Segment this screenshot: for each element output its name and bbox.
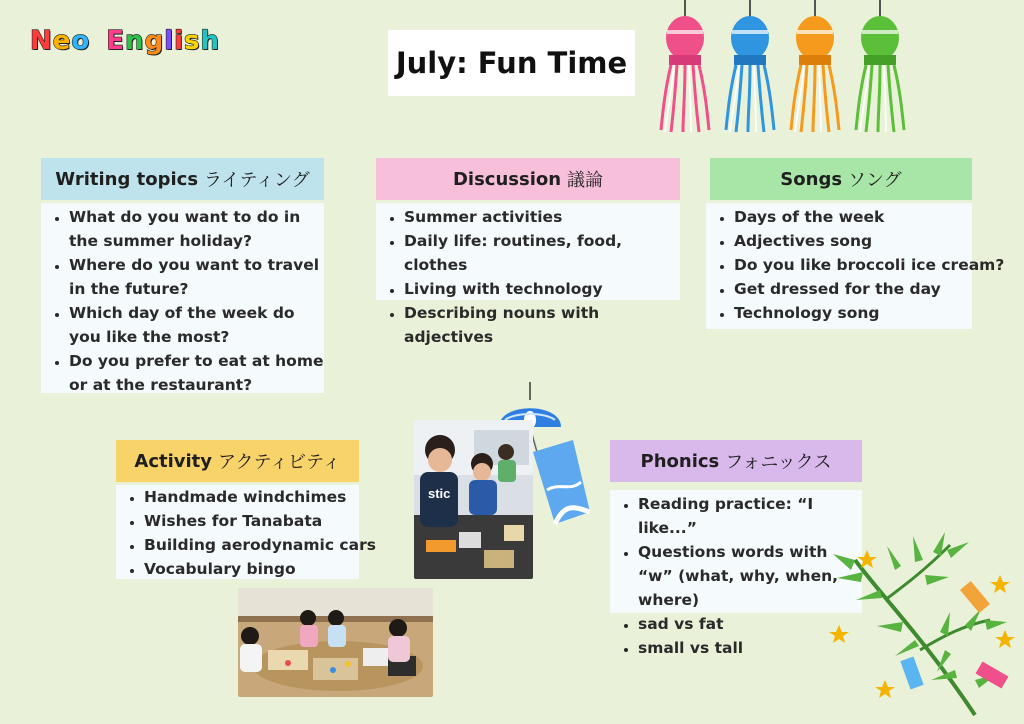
list-item: • Daily life: routines, food, clothes [404, 229, 680, 277]
phonics-title: Phonics [640, 450, 720, 472]
list-item: • Which day of the week do you like the most? [69, 301, 324, 349]
list-item: • Adjectives song [734, 229, 972, 253]
page-title: July: Fun Time [388, 30, 635, 96]
logo-letter: g [144, 26, 165, 56]
logo-letter: n [125, 26, 145, 56]
list-item: • Building aerodynamic cars [144, 533, 359, 557]
list-item: • Questions words with “w” (what, why, when, where) [638, 540, 862, 612]
discussion-list [376, 203, 680, 346]
list-item: • Describing nouns with adjectives [404, 301, 680, 349]
songs-list [706, 203, 1005, 329]
list-item: • Living with technology [404, 277, 680, 301]
logo-letter: N [30, 26, 53, 56]
list-item: • Wishes for Tanabata [144, 509, 359, 533]
logo-letter: l [164, 26, 175, 56]
writing-topics-title-jp: ライティング [204, 170, 310, 191]
tanabata-bamboo-icon [825, 530, 1020, 720]
activity-header [116, 440, 359, 482]
logo-letter: o [71, 26, 91, 56]
logo-letter: s [184, 26, 201, 56]
list-item: • Days of the week [734, 205, 972, 229]
list-item: • sad vs fat [638, 612, 862, 636]
discussion-title-jp: 議論 [567, 170, 604, 191]
songs-title-jp: ソング [848, 170, 902, 191]
phonics-header [610, 440, 862, 482]
list-item: • Do you like broccoli ice cream? [734, 253, 972, 277]
neo-english-logo [30, 26, 220, 56]
list-item: • What do you want to do in the summer holiday? [69, 205, 324, 253]
list-item: • Summer activities [404, 205, 680, 229]
lantern-orange-icon [791, 0, 839, 132]
songs-header [710, 158, 972, 200]
list-item: • Get dressed for the day [734, 277, 972, 301]
lantern-blue-icon [726, 0, 774, 132]
writing-topics-header [41, 158, 324, 200]
activity-title: Activity [134, 450, 213, 472]
list-item: • Where do you want to travel in the future? [69, 253, 324, 301]
classroom-photo-2 [238, 588, 433, 697]
logo-letter: h [200, 26, 221, 56]
list-item: • Reading practice: “I like...” [638, 492, 862, 540]
discussion-header [376, 158, 680, 200]
list-item: • Do you prefer to eat at home or at the restaurant? [69, 349, 324, 397]
activity-list [116, 485, 376, 579]
discussion-title: Discussion [452, 168, 562, 190]
logo-letter: E [106, 26, 126, 56]
list-item: • small vs tall [638, 636, 862, 660]
lantern-pink-icon [661, 0, 709, 132]
writing-topics-list [41, 203, 324, 393]
list-item: • Technology song [734, 301, 972, 325]
lantern-green-icon [856, 0, 904, 132]
songs-title: Songs [780, 168, 843, 190]
list-item: • Handmade windchimes [144, 485, 359, 509]
activity-title-jp: アクティビティ [218, 452, 341, 473]
logo-letter: i [174, 26, 185, 56]
tanabata-lanterns-icon [655, 0, 920, 135]
svg-text:stic: stic [428, 486, 451, 501]
phonics-title-jp: フォニックス [725, 452, 832, 473]
classroom-photo-1 [414, 420, 533, 579]
logo-letter: e [52, 26, 72, 56]
list-item: • Vocabulary bingo [144, 557, 359, 581]
writing-topics-title: Writing topics [55, 168, 199, 190]
